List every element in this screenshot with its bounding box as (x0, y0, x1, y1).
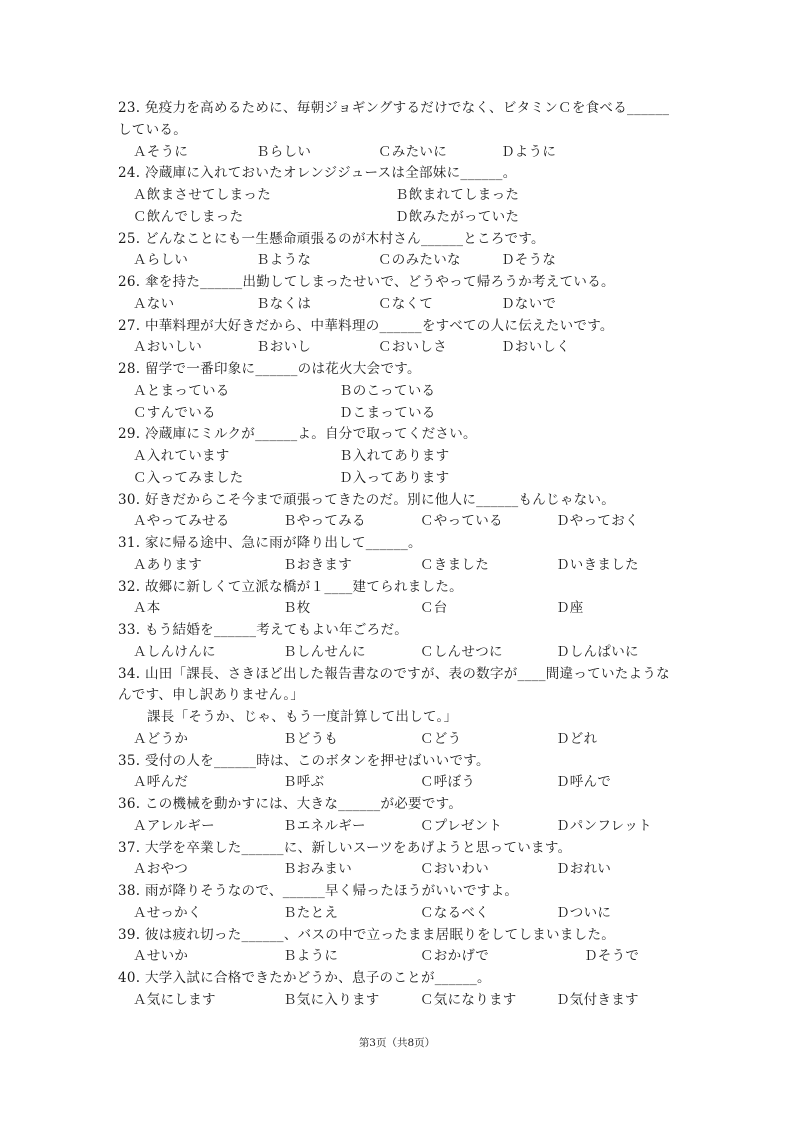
option-b[interactable]: Ｂおきます (283, 556, 352, 573)
option-c[interactable]: Ｃみたいに (378, 143, 447, 160)
option-c[interactable]: Ｃ呼ぼう (420, 774, 476, 791)
option-b[interactable]: Ｂのこっている (339, 382, 436, 399)
option-c[interactable]: Ｃなくて (378, 295, 434, 312)
question-text: 37. 大学を卒業した______に、新しいスーツをあげようと思っています。 (118, 839, 572, 856)
option-c[interactable]: Ｃどう (420, 730, 462, 747)
option-row (133, 554, 693, 576)
option-row (133, 206, 693, 228)
option-row (133, 597, 693, 619)
option-b[interactable]: Ｂような (256, 252, 312, 269)
option-b[interactable]: Ｂなくは (256, 295, 312, 312)
option-row (133, 141, 693, 163)
option-c[interactable]: Ｃやっている (420, 513, 503, 530)
option-d[interactable]: Ｄおいしく (501, 339, 570, 356)
option-a[interactable]: Ａやってみせる (133, 513, 230, 530)
option-c[interactable]: Ｃおかげで (420, 948, 489, 965)
question-text: 23. 免疫力を高めるために、毎朝ジョギングするだけでなく、ビタミンＣを食べる______ (118, 100, 670, 116)
question-text: 26. 傘を持た______出勤してしまったせいで、どうやって帰ろうか考えている。 (118, 274, 615, 290)
question-text: 39. 彼は疲れ切った______、バスの中で立ったまま居眠りをしてしまいました。 (118, 926, 616, 943)
option-b[interactable]: Ｂ気に入ります (283, 991, 380, 1008)
question-text: 35. 受付の人を______時は、このボタンを押せばいいです。 (118, 752, 490, 769)
option-a[interactable]: Ａそうに (133, 143, 189, 160)
option-row (133, 467, 693, 489)
option-b[interactable]: Ｂおみまい (283, 861, 352, 878)
question-text: 32. 故郷に新しくて立派な橋が１____建てられました。 (118, 578, 463, 595)
option-row (133, 510, 693, 532)
option-d[interactable]: Ｄそうな (501, 252, 557, 269)
option-d[interactable]: Ｄように (501, 143, 557, 160)
option-c[interactable]: Ｃきました (420, 556, 489, 573)
option-c[interactable]: Ｃおいしさ (378, 339, 447, 356)
option-a[interactable]: Ａ本 (133, 600, 161, 617)
option-b[interactable]: Ｂおいし (256, 339, 312, 356)
option-b[interactable]: Ｂやってみる (283, 513, 366, 530)
option-c[interactable]: Ｃ台 (420, 600, 448, 617)
option-c[interactable]: Ｃのみたいな (378, 252, 461, 269)
option-d[interactable]: Ｄ呼んで (556, 774, 612, 791)
question-text: 38. 雨が降りそうなので、______早く帰ったほうがいいですよ。 (118, 883, 519, 899)
option-a[interactable]: Ａせっかく (133, 904, 202, 921)
page-footer: 第3页（共8页） (358, 1037, 436, 1049)
option-a[interactable]: Ａアレルギー (133, 817, 215, 834)
option-row (133, 380, 693, 402)
option-row (133, 902, 693, 924)
question-text: 25. どんなことにも一生懸命頑張るのが木村さん______ところです。 (118, 230, 545, 247)
option-b[interactable]: Ｂ呼ぶ (283, 774, 325, 791)
option-c[interactable]: Ｃ入ってみました (133, 469, 244, 486)
question-text: んです、申し訳ありません。」 (118, 687, 305, 704)
option-c[interactable]: Ｃプレゼント (420, 817, 503, 834)
option-b[interactable]: Ｂように (283, 948, 339, 965)
question-text: 28. 留学で一番印象に______のは花火大会です。 (118, 361, 421, 377)
option-d[interactable]: Ｄしんぱいに (556, 643, 639, 660)
option-row (133, 249, 693, 271)
option-row (133, 184, 693, 206)
option-b[interactable]: Ｂたとえ (283, 904, 339, 921)
option-c[interactable]: Ｃおいわい (420, 861, 489, 878)
option-row (133, 402, 693, 424)
option-d[interactable]: Ｄついに (556, 904, 612, 921)
option-a[interactable]: Ａ飲まさせてしまった (133, 187, 271, 203)
option-d[interactable]: Ｄ飲みたがっていた (395, 208, 520, 225)
option-d[interactable]: Ｄないで (501, 295, 557, 312)
option-c[interactable]: Ｃ気になります (420, 991, 517, 1008)
option-b[interactable]: Ｂしんせんに (283, 643, 366, 660)
option-a[interactable]: Ａおいしい (133, 339, 202, 356)
option-a[interactable]: Ａせいか (133, 948, 189, 965)
option-row (133, 293, 693, 315)
option-b[interactable]: Ｂ入れてあります (339, 448, 450, 464)
option-b[interactable]: Ｂらしい (256, 143, 312, 160)
option-b[interactable]: Ｂどうも (283, 730, 339, 747)
option-c[interactable]: Ｃなるべく (420, 904, 489, 921)
option-a[interactable]: Ａらしい (133, 252, 189, 269)
option-row (133, 815, 693, 837)
option-a[interactable]: Ａ気にします (133, 991, 216, 1008)
question-text: している。 (118, 121, 187, 138)
option-d[interactable]: Ｄどれ (556, 730, 598, 747)
question-text: 29. 冷蔵庫にミルクが______よ。自分で取ってください。 (118, 426, 477, 443)
option-a[interactable]: Ａない (133, 295, 175, 312)
option-d[interactable]: Ｄこまっている (339, 404, 436, 421)
option-a[interactable]: Ａどうか (133, 730, 189, 747)
question-text: 33. もう結婚を______考えてもよい年ごろだ。 (118, 622, 409, 638)
option-d[interactable]: Ｄいきました (556, 556, 639, 573)
option-row (133, 945, 693, 967)
option-row (133, 728, 693, 750)
option-d[interactable]: Ｄやっておく (556, 513, 639, 530)
option-a[interactable]: Ａ入れています (133, 448, 230, 464)
option-row (133, 641, 693, 663)
option-row (133, 989, 693, 1011)
option-d[interactable]: Ｄパンフレット (556, 817, 652, 834)
question-text: 24. 冷蔵庫に入れておいたオレンジジュースは全部妹に______。 (118, 165, 517, 182)
option-d[interactable]: Ｄ座 (556, 600, 584, 617)
option-b[interactable]: Ｂ飲まれてしまった (395, 187, 520, 203)
option-a[interactable]: Ａとまっている (133, 382, 230, 399)
option-c[interactable]: Ｃすんでいる (133, 404, 216, 421)
question-text: 40. 大学入試に合格できたかどうか、息子のことが______。 (118, 970, 491, 986)
question-text: 30. 好きだからこそ今まで頑張ってきたのだ。別に他人に______もんじゃない。 (118, 491, 616, 508)
question-text: 27. 中華料理が大好きだから、中華料理の______をすべての人に伝えたいです。 (118, 317, 614, 334)
option-row (133, 445, 693, 467)
option-row (133, 336, 693, 358)
question-text: 34. 山田「課長、さきほど出した報告書なのですが、表の数字が____間違っていたような (118, 665, 670, 682)
option-b[interactable]: Ｂ枚 (283, 600, 311, 617)
option-a[interactable]: Ａあります (133, 556, 202, 573)
option-row (133, 858, 693, 880)
option-a[interactable]: Ａしんけんに (133, 643, 216, 660)
option-d[interactable]: Ｄ気付きます (556, 991, 639, 1008)
option-c[interactable]: Ｃ飲んでしまった (133, 208, 244, 225)
option-a[interactable]: Ａ呼んだ (133, 774, 189, 791)
option-row (133, 771, 693, 793)
option-a[interactable]: Ａおやつ (133, 861, 189, 878)
option-d[interactable]: Ｄ入ってあります (339, 469, 450, 486)
question-text: 31. 家に帰る途中、急に雨が降り出して______。 (118, 535, 422, 551)
option-d[interactable]: Ｄそうで (584, 948, 640, 965)
option-b[interactable]: Ｂエネルギー (283, 817, 366, 834)
option-c[interactable]: Ｃしんせつに (420, 643, 503, 660)
option-d[interactable]: Ｄおれい (556, 861, 612, 878)
dialog-line: 課長「そうか、じゃ、もう一度計算して出して。」 (147, 709, 458, 725)
question-text: 36. この機械を動かすには、大きな______が必要です。 (118, 796, 463, 812)
